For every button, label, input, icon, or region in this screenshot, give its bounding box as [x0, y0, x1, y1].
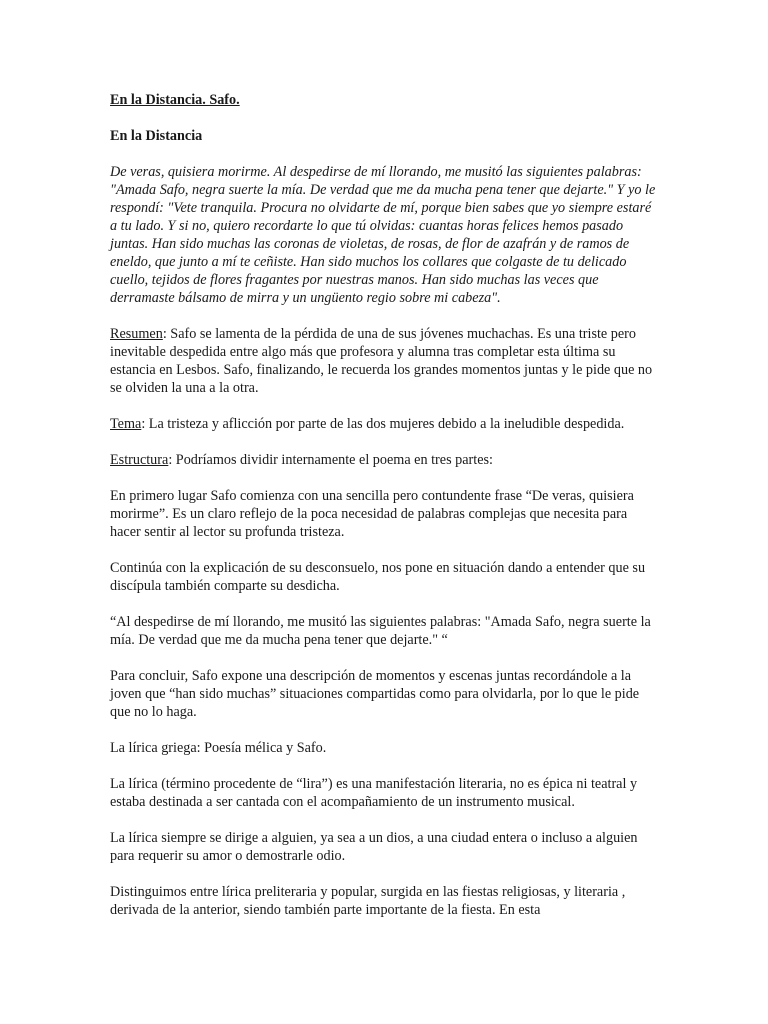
paragraph-lirica-distinguimos: Distinguimos entre lírica preliteraria y popular, surgida en las fiestas religiosas, y literaria , derivada de la anterior, siendo también parte importante de la fiesta. En esta — [110, 884, 626, 918]
resumen-paragraph — [110, 325, 658, 397]
poem-title: En la Distancia — [110, 128, 203, 144]
paragraph-primero: En primero lugar Safo comienza con una sencilla pero contundente frase “De veras, quisiera morirme”. Es un claro reflejo de la poca necesidad de palabras complejas que necesita para hacer sentir al lector su profunda tristeza. — [110, 488, 634, 540]
tema-text: : La tristeza y aflicción por parte de las dos mujeres debido a la ineludible despedida. — [141, 416, 625, 432]
paragraph-quote: “Al despedirse de mí llorando, me musitó las siguientes palabras: "Amada Safo, negra suerte la mía. De verdad que me da mucha pena tener que dejarte." “ — [110, 614, 651, 648]
paragraph-continua: Continúa con la explicación de su desconsuelo, nos pone en situación dando a entender que su discípula también comparte su desdicha. — [110, 560, 646, 594]
paragraph-lirica-definicion: La lírica (término procedente de “lira”) es una manifestación literaria, no es épica ni teatral y estaba destinada a ser cantada con el acompañamiento de un instrumento musical. — [110, 776, 638, 810]
estructura-text: : Podríamos dividir internamente el poema en tres partes: — [168, 452, 493, 468]
tema-paragraph — [110, 415, 658, 433]
tema-label: Tema — [110, 416, 142, 432]
estructura-paragraph — [110, 451, 658, 469]
estructura-label: Estructura — [110, 452, 169, 468]
document-title: En la Distancia. Safo. — [110, 92, 240, 108]
paragraph-concluir: Para concluir, Safo expone una descripción de momentos y escenas juntas recordándole a la joven que “han sido muchas” situaciones compartidas como para olvidarla, por lo que le pide que no lo haga. — [110, 668, 640, 720]
paragraph-lirica-dirige: La lírica siempre se dirige a alguien, ya sea a un dios, a una ciudad entera o incluso a alguien para requerir su amor o demostrarle odio. — [110, 830, 638, 864]
document-page — [110, 91, 658, 937]
poem-text: De veras, quisiera morirme. Al despedirse de mí llorando, me musitó las siguientes palabras: "Amada Safo, negra suerte la mía. De verdad que me da mucha pena tener que dejarte." Y yo le respondí: "Vete tranquila. Procura no olvidarte de mí, porque bien sabes que yo siempre estaré a tu lado. Y si no, quiero recordarte lo que tú olvidas: cuantas horas felices hemos pasado juntas. Han sido muchas las coronas de violetas, de rosas, de flor de azafrán y de ramos de eneldo, que junto a mí te ceñiste. Han sido muchos los collares que colgaste de tu delicado cuello, tejidos de flores fragantes por nuestras manos. Han sido muchas las veces que derramaste bálsamo de mirra y un ungüento regio sobre mi cabeza". — [110, 164, 656, 306]
resumen-text: : Safo se lamenta de la pérdida de una de sus jóvenes muchachas. Es una triste pero inevitable despedida entre algo más que profesora y alumna tras completar esta última su estancia en Lesbos. Safo, finalizando, le recuerda los grandes momentos juntas y le pide que no se olviden la una a la otra. — [110, 326, 653, 396]
section-heading-lirica: La lírica griega: Poesía mélica y Safo. — [110, 740, 327, 756]
resumen-label: Resumen — [110, 326, 163, 342]
